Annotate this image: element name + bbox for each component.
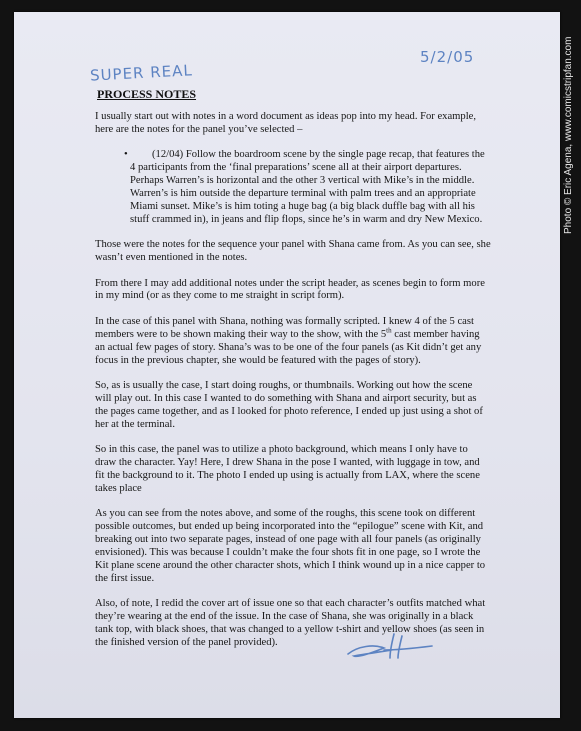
paragraph-8: Also, of note, I redid the cover art of issue one so that each character’s outfits matched what they’re wearing at the end of the issue. In the case of Shana, she was originally in a black tank top, with black shoes, that was changed to a yellow t-shirt and yellow shoes (as seen in the finished version of the panel provided). — [95, 598, 486, 648]
paragraph-6: So in this case, the panel was to utilize a photo background, which means I only have to draw the character. Yay! Here, I drew Shana in the pose I wanted, with luggage in tow, and fit the background to it. The photo I ended up using is actually from LAX, where the scene takes place — [95, 444, 480, 494]
paragraph-4-part-b: cast member having an actual few pages of story. Shana’s was to be one of the four panels (as Kit didn’t get any focus in the previous chapter, she would be featured with the pages of story). — [95, 328, 482, 366]
paragraph-4-part-a: In the case of this panel with Shana, nothing was formally scripted. I knew 4 of the 5 cast members were to be shown making their way to the show, with the 5 — [95, 315, 474, 340]
paragraph-2: Those were the notes for the sequence your panel with Shana came from. As you can see, she wasn’t even mentioned in the notes. — [95, 239, 491, 264]
paragraph-7: As you can see from the notes above, and some of the roughs, this scene took on different possible outcomes, but ended up being incorporated into the “epilogue” scene with Kit, and breaking out into two separate pages, instead of one page with all four panels (as originally envisioned). This was because I couldn’t make the four shots fit in one page, so I wrote the Kit plane scene around the other character shots, which I think wound up in a nice capper to the first issue. — [95, 508, 486, 584]
paragraph-4 — [95, 316, 491, 368]
bullet-marker: • — [124, 149, 128, 161]
paragraph-5: So, as is usually the case, I start doing roughs, or thumbnails. Working out how the scene will play out. In this case I wanted to do something with Shana and airport security, but as the pages came together, and as I looked for photo reference, I ended up just using a shot of her at the terminal. — [95, 380, 483, 430]
superscript-th: th — [386, 326, 392, 335]
document-body — [95, 111, 491, 662]
handwritten-date: 5/2/05 — [420, 48, 475, 66]
bullet-note — [95, 149, 491, 226]
signature-scribble — [344, 628, 436, 664]
bullet-text: (12/04) Follow the boardroom scene by the single page recap, that features the 4 participants from the ‘final preparations’ scene all at their airport departures. Perhaps Warren’s is horizontal and the other 3 vertical with Mike’s in the middle. Warren’s is him outside the departure terminal with palm trees and an appropriate Miami sunset. Mike’s is him toting a huge bag (a big black duffle bag with all his stuff crammed in), in jeans and flip flops, since he’s in warm and dry New Mexico. — [130, 149, 485, 225]
handwritten-title: SUPER REAL — [89, 61, 194, 85]
document-heading: PROCESS NOTES — [97, 87, 197, 101]
paragraph-intro: I usually start out with notes in a word document as ideas pop into my head. For example, here are the notes for the panel you’ve selected – — [95, 111, 477, 135]
paragraph-3: From there I may add additional notes under the script header, as scenes begin to form more in my mind (or as they come to me straight in script form). — [95, 277, 485, 302]
photo-credit: Photo © Eric Agena, www.comicstripfan.com — [563, 36, 574, 234]
